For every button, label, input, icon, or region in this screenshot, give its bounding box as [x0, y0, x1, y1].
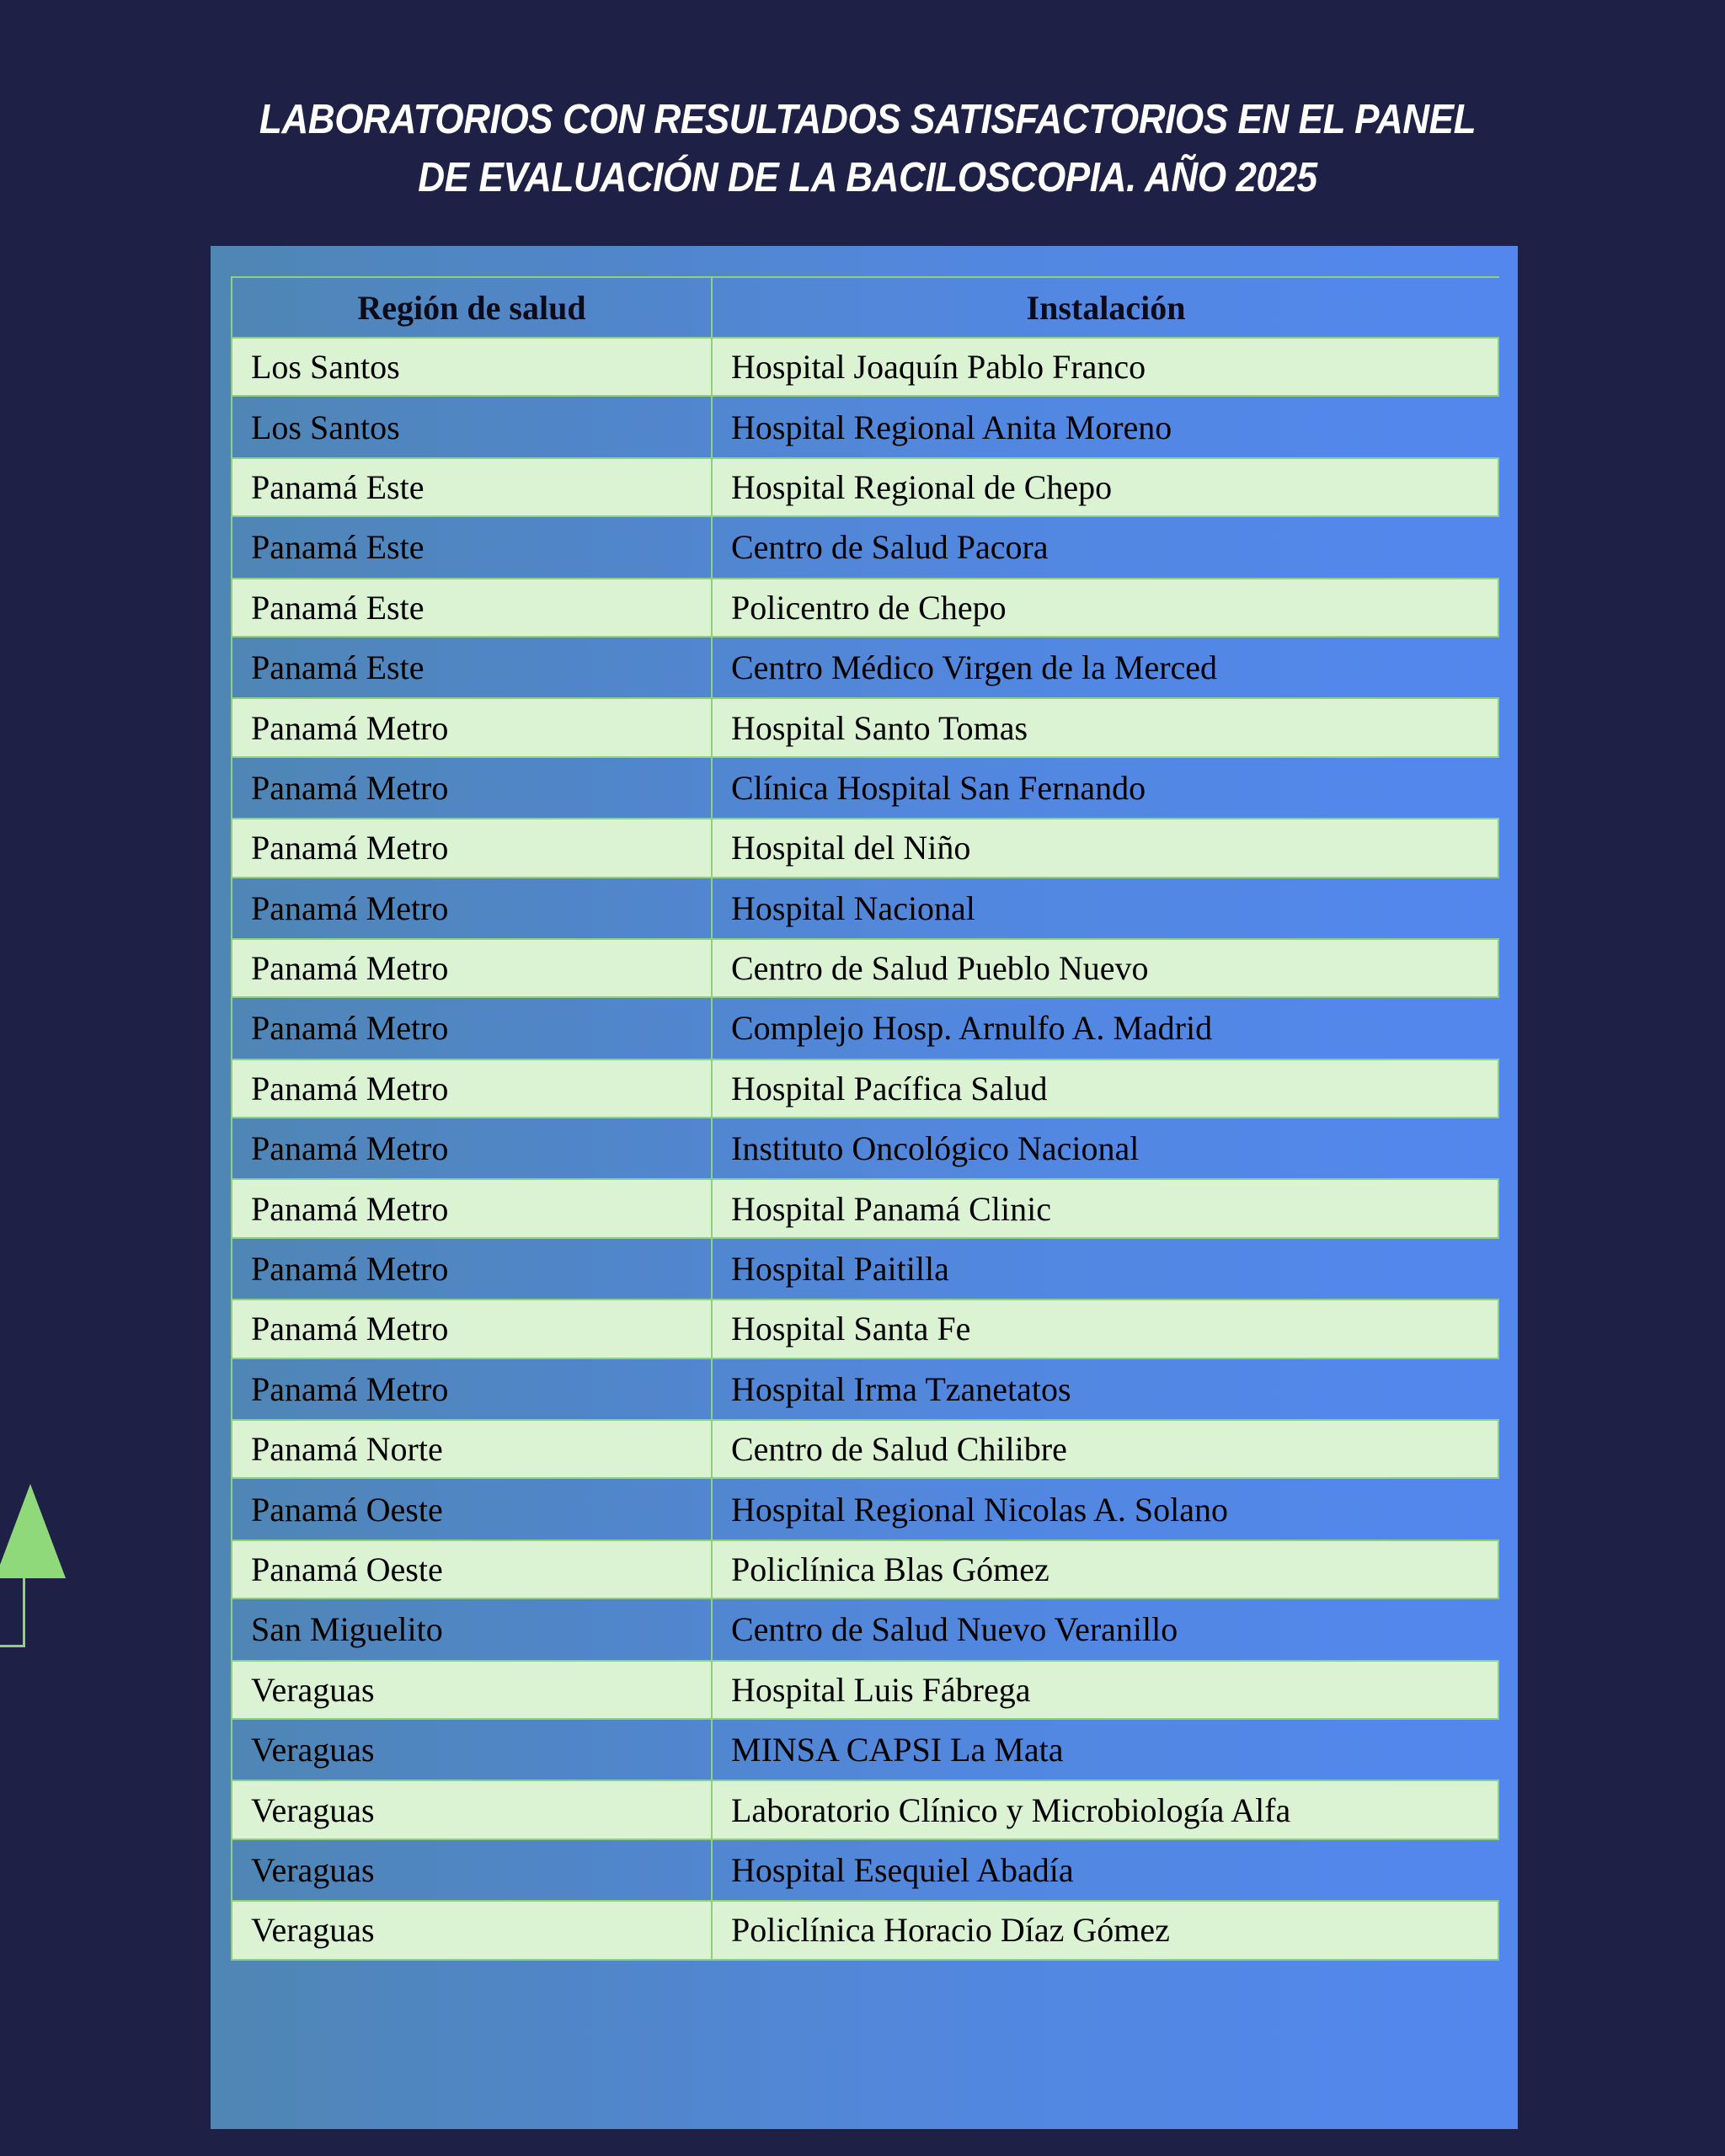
- table-row: [231, 1599, 1499, 1659]
- cell-region: Veraguas: [231, 1840, 711, 1900]
- cell-region: Panamá Metro: [231, 1300, 711, 1357]
- cell-installation: Complejo Hosp. Arnulfo A. Madrid: [711, 998, 1499, 1058]
- cell-installation: Hospital Luis Fábrega: [711, 1662, 1499, 1718]
- table-row: [231, 1720, 1499, 1780]
- cell-installation: Hospital Joaquín Pablo Franco: [711, 339, 1499, 395]
- cell-region: Panamá Metro: [231, 1060, 711, 1117]
- cell-region: Veraguas: [231, 1902, 711, 1958]
- cell-region: Panamá Oeste: [231, 1479, 711, 1539]
- table-row: [231, 1419, 1499, 1479]
- cell-region: Veraguas: [231, 1781, 711, 1838]
- table-row: [231, 397, 1499, 456]
- table-row: [231, 1540, 1499, 1599]
- table-row: [231, 337, 1499, 397]
- cell-region: San Miguelito: [231, 1599, 711, 1659]
- cell-region: Panamá Metro: [231, 878, 711, 938]
- cell-region: Panamá Oeste: [231, 1541, 711, 1598]
- table-row: [231, 998, 1499, 1058]
- cell-installation: Hospital Nacional: [711, 878, 1499, 938]
- cell-region: Veraguas: [231, 1662, 711, 1718]
- cell-region: Panamá Metro: [231, 1359, 711, 1419]
- arrow-stem: [0, 1578, 25, 1647]
- cell-installation: Instituto Oncológico Nacional: [711, 1118, 1499, 1178]
- table-row: [231, 1660, 1499, 1720]
- cell-installation: Hospital Santo Tomas: [711, 699, 1499, 755]
- cell-region: Panamá Este: [231, 517, 711, 577]
- header-region: Región de salud: [231, 278, 711, 337]
- table-row: [231, 697, 1499, 757]
- cell-region: Panamá Metro: [231, 1239, 711, 1299]
- cell-region: Panamá Metro: [231, 998, 711, 1058]
- laboratories-table: [231, 276, 1499, 1961]
- table-row: [231, 818, 1499, 878]
- cell-installation: Clínica Hospital San Fernando: [711, 758, 1499, 818]
- table-row: [231, 638, 1499, 697]
- cell-region: Los Santos: [231, 339, 711, 395]
- cell-region: Panamá Este: [231, 579, 711, 636]
- cell-installation: Hospital Regional de Chepo: [711, 459, 1499, 515]
- cell-region: Panamá Metro: [231, 819, 711, 876]
- cell-region: Los Santos: [231, 397, 711, 456]
- table-header-row: [231, 278, 1499, 337]
- cell-installation: Centro de Salud Chilibre: [711, 1421, 1499, 1477]
- cell-installation: Policlínica Blas Gómez: [711, 1541, 1499, 1598]
- cell-region: Panamá Este: [231, 459, 711, 515]
- cell-region: Panamá Metro: [231, 1180, 711, 1236]
- cell-installation: Centro de Salud Pacora: [711, 517, 1499, 577]
- table-row: [231, 1299, 1499, 1358]
- table-row: [231, 1840, 1499, 1900]
- cell-region: Panamá Metro: [231, 758, 711, 818]
- table-row: [231, 938, 1499, 998]
- table-row: [231, 1479, 1499, 1539]
- table-row: [231, 1239, 1499, 1299]
- cell-region: Panamá Metro: [231, 699, 711, 755]
- page-title: [238, 91, 1497, 207]
- cell-installation: Hospital Santa Fe: [711, 1300, 1499, 1357]
- cell-installation: Laboratorio Clínico y Microbiología Alfa: [711, 1781, 1499, 1838]
- table-row: [231, 457, 1499, 517]
- table-row: [231, 517, 1499, 577]
- cell-installation: Hospital Regional Nicolas A. Solano: [711, 1479, 1499, 1539]
- title-line-1: LABORATORIOS CON RESULTADOS SATISFACTORIOS EN EL PANEL: [259, 97, 1477, 142]
- cell-installation: Hospital Paitilla: [711, 1239, 1499, 1299]
- arrow-up-icon: [0, 1484, 66, 1578]
- table-row: [231, 878, 1499, 938]
- table-row: [231, 1118, 1499, 1178]
- cell-installation: Hospital Panamá Clinic: [711, 1180, 1499, 1236]
- cell-region: Panamá Metro: [231, 1118, 711, 1178]
- cell-installation: Policlínica Horacio Díaz Gómez: [711, 1902, 1499, 1958]
- cell-installation: Centro de Salud Pueblo Nuevo: [711, 940, 1499, 996]
- cell-installation: Centro de Salud Nuevo Veranillo: [711, 1599, 1499, 1659]
- table-row: [231, 1900, 1499, 1960]
- cell-installation: Hospital Irma Tzanetatos: [711, 1359, 1499, 1419]
- cell-installation: Hospital Esequiel Abadía: [711, 1840, 1499, 1900]
- cell-installation: MINSA CAPSI La Mata: [711, 1720, 1499, 1780]
- header-installation: Instalación: [711, 278, 1499, 337]
- cell-installation: Hospital Regional Anita Moreno: [711, 397, 1499, 456]
- cell-region: Panamá Metro: [231, 940, 711, 996]
- table-row: [231, 578, 1499, 638]
- cell-installation: Policentro de Chepo: [711, 579, 1499, 636]
- table-row: [231, 1780, 1499, 1839]
- cell-installation: Hospital del Niño: [711, 819, 1499, 876]
- cell-installation: Centro Médico Virgen de la Merced: [711, 638, 1499, 697]
- table-row: [231, 758, 1499, 818]
- cell-installation: Hospital Pacífica Salud: [711, 1060, 1499, 1117]
- title-line-2: DE EVALUACIÓN DE LA BACILOSCOPIA. AÑO 2025: [418, 155, 1317, 200]
- table-row: [231, 1059, 1499, 1118]
- cell-region: Panamá Norte: [231, 1421, 711, 1477]
- table-row: [231, 1359, 1499, 1419]
- cell-region: Panamá Este: [231, 638, 711, 697]
- cell-region: Veraguas: [231, 1720, 711, 1780]
- table-row: [231, 1178, 1499, 1238]
